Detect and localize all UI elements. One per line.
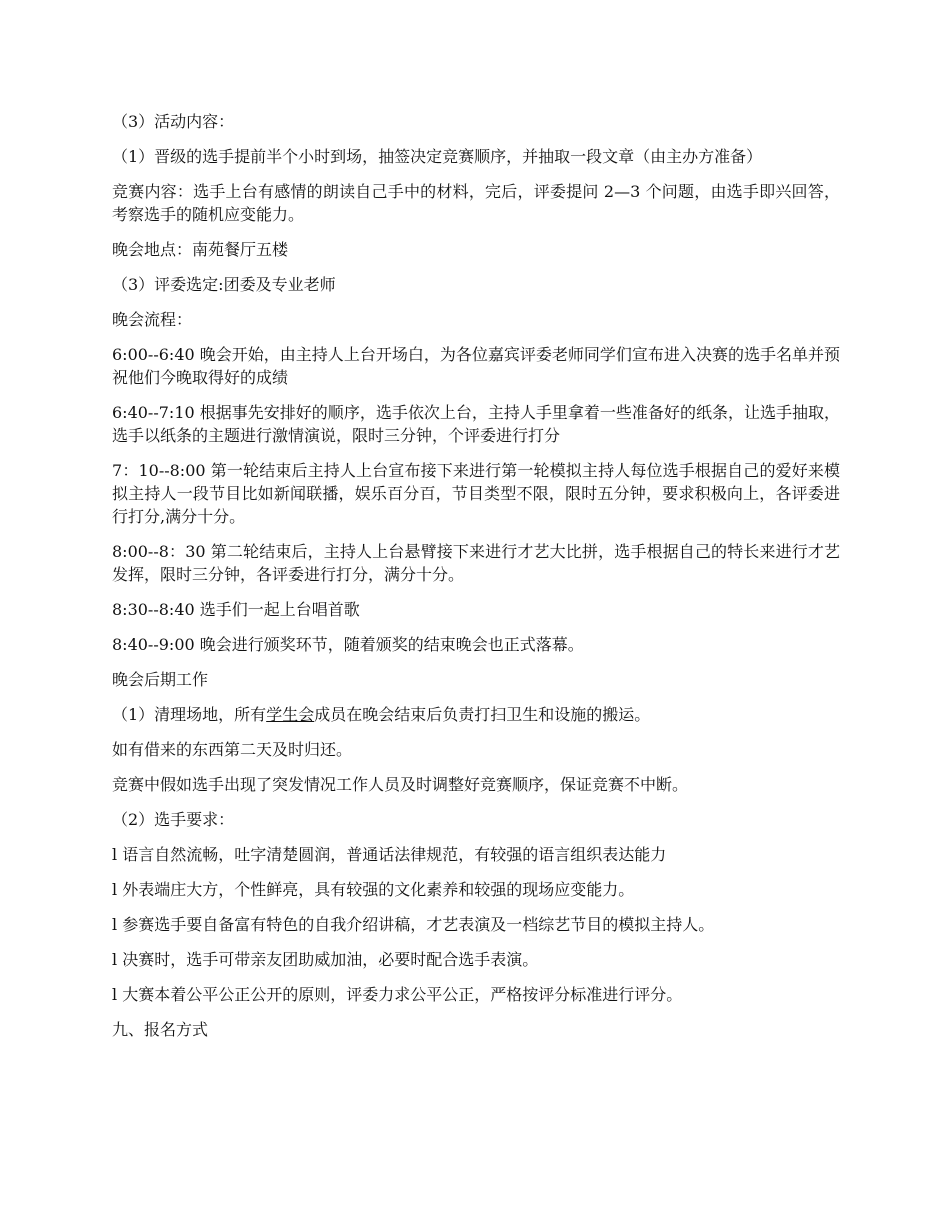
schedule-item: 8:00--8：30 第二轮结束后，主持人上台悬臂接下来进行才艺大比拼，选手根据自己的特长来进行才艺发挥，限时三分钟，各评委进行打分，满分十分。 [112,542,840,584]
paragraph: （1）晋级的选手提前半个小时到场，抽签决定竞赛顺序，并抽取一段文章（由主办方准备） [112,147,763,166]
requirement-item: l 外表端庄大方，个性鲜亮，具有较强的文化素养和较强的现场应变能力。 [112,880,635,899]
cleanup-text-before: （1）清理场地，所有 [112,705,267,724]
requirement-item: l 语言自然流畅，吐字清楚圆润，普通话法律规范，有较强的语言组织表达能力 [112,845,667,864]
schedule-item: 8:30--8:40 选手们一起上台唱首歌 [112,600,360,619]
section-heading: （2）选手要求： [112,810,235,829]
schedule-item: 7：10--8:00 第一轮结束后主持人上台宣布接下来进行第一轮模拟主持人每位选手根据自己的爱好来模拟主持人一段节目比如新闻联播，娱乐百分百，节目类型不限，限时五分钟，要求积极向上，各评委进行打分,满分十分。 [112,461,840,526]
paragraph: 如有借来的东西第二天及时归还。 [112,740,353,759]
section-heading: 晚会后期工作 [112,670,209,689]
paragraph: 晚会地点：南苑餐厅五楼 [112,240,289,259]
cleanup-text-after: 成员在晚会结束后负责打扫卫生和设施的搬运。 [314,705,651,724]
cleanup-paragraph [112,703,840,726]
document-body [112,110,840,1053]
schedule-item: 8:40--9:00 晚会进行颁奖环节，随着颁奖的结束晚会也正式落幕。 [112,635,584,654]
paragraph: 竞赛内容：选手上台有感情的朗读自己手中的材料，完后，评委提问 2—3 个问题，由选手即兴回答，考察选手的随机应变能力。 [112,182,840,224]
schedule-item: 6:40--7:10 根据事先安排好的顺序，选手依次上台，主持人手里拿着一些准备好的纸条，让选手抽取，选手以纸条的主题进行激情演说，限时三分钟，个评委进行打分 [112,403,840,445]
section-heading: 九、报名方式 [112,1020,209,1039]
section-heading: 晚会流程： [112,310,193,329]
requirement-item: l 参赛选手要自备富有特色的自我介绍讲稿，才艺表演及一档综艺节目的模拟主持人。 [112,915,715,934]
section-heading: （3）活动内容： [112,112,235,131]
requirement-item: l 大赛本着公平公正公开的原则，评委力求公平公正，严格按评分标准进行评分。 [112,985,683,1004]
requirement-item: l 决赛时，选手可带亲友团助威加油，必要时配合选手表演。 [112,950,539,969]
schedule-item: 6:00--6:40 晚会开始，由主持人上台开场白，为各位嘉宾评委老师同学们宣布进入决赛的选手名单并预祝他们今晚取得好的成绩 [112,345,840,387]
student-union-link[interactable]: 学生会 [266,705,315,724]
paragraph: 竞赛中假如选手出现了突发情况工作人员及时调整好竞赛顺序，保证竞赛不中断。 [112,775,689,794]
paragraph: （3）评委选定:团委及专业老师 [112,275,336,294]
